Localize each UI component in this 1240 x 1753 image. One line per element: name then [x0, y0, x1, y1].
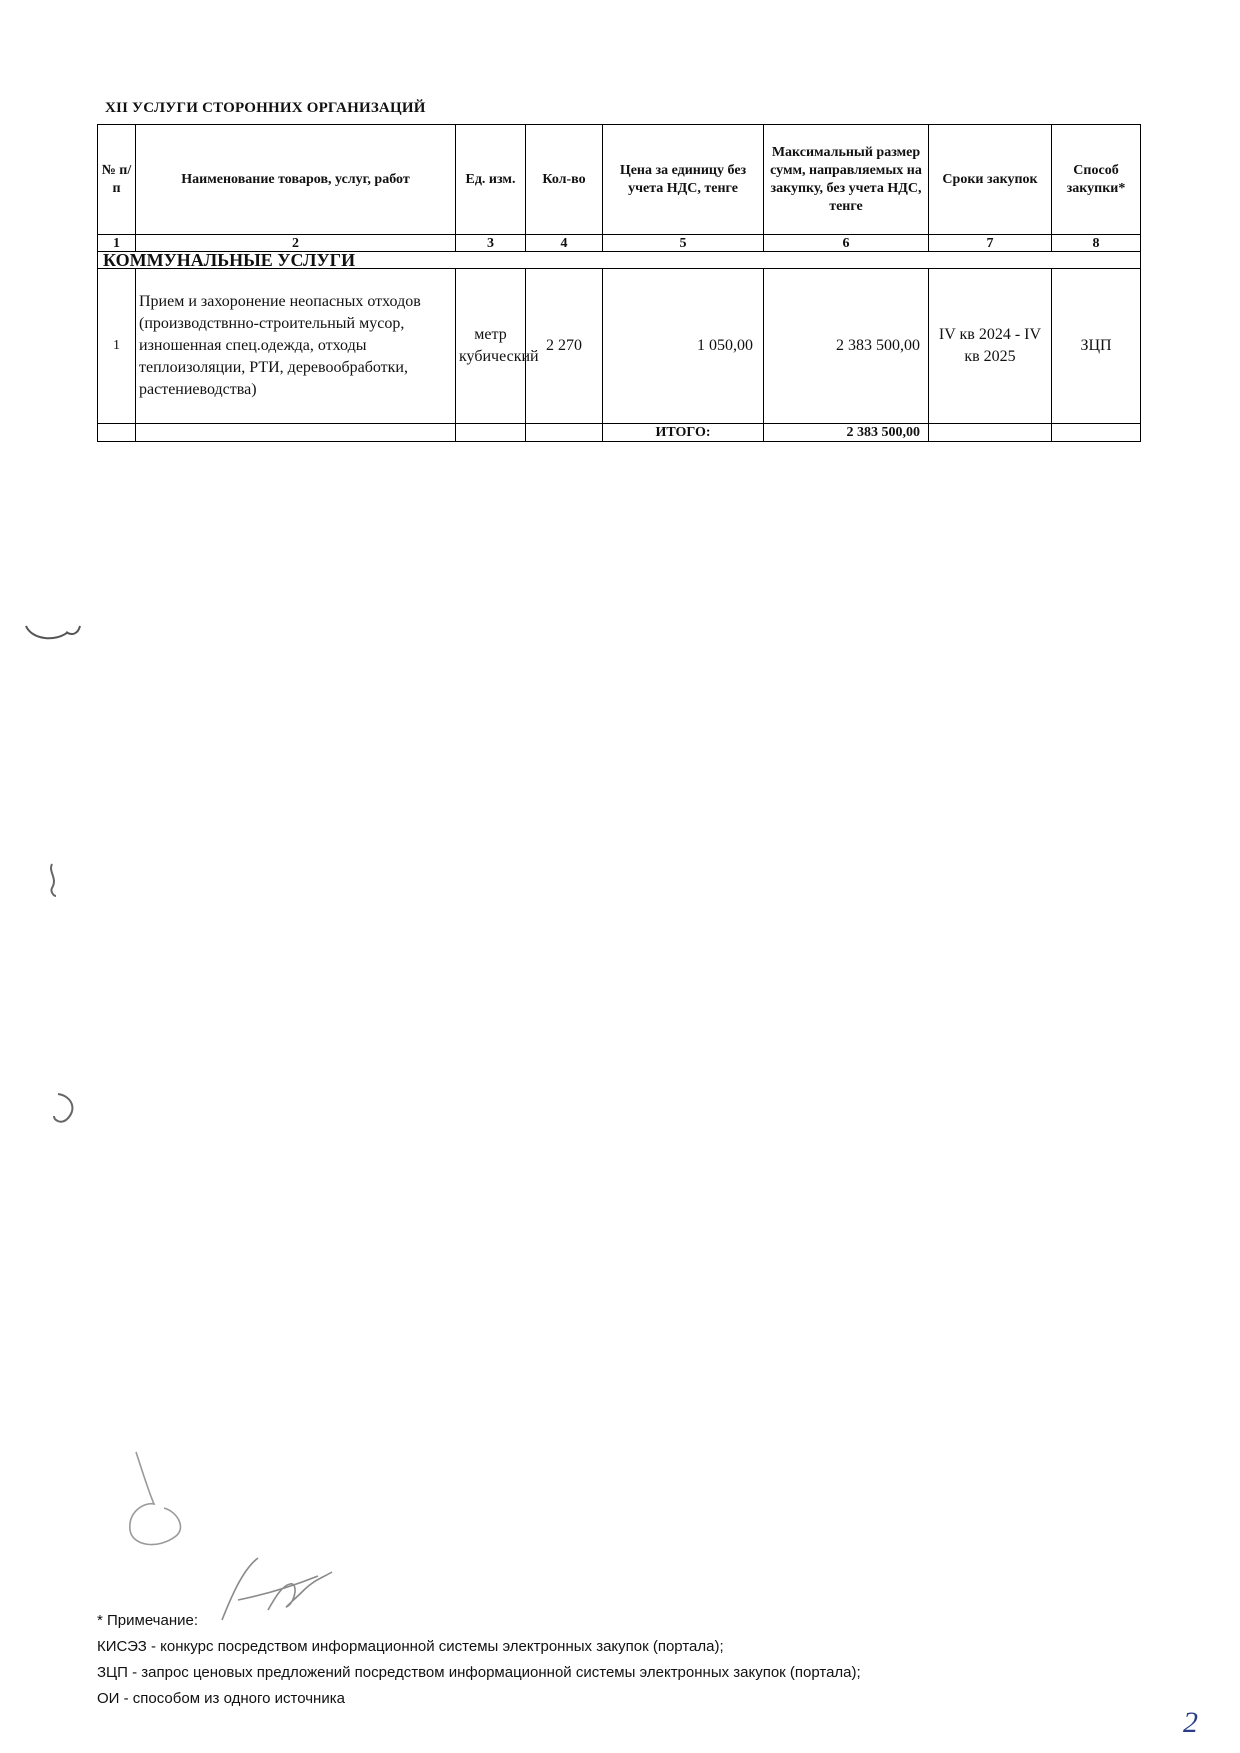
- row-method: ЗЦП: [1052, 269, 1141, 424]
- total-empty-cell: [136, 424, 456, 442]
- column-number: 3: [456, 235, 526, 252]
- note-item: ОИ - способом из одного источника: [97, 1690, 345, 1707]
- column-number: 4: [526, 235, 603, 252]
- section-title: XII УСЛУГИ СТОРОННИХ ОРГАНИЗАЦИЙ: [105, 100, 426, 116]
- column-numbers-row: [98, 235, 1141, 252]
- row-sum: 2 383 500,00: [764, 269, 929, 424]
- column-number: 8: [1052, 235, 1141, 252]
- header-unit: Ед. изм.: [456, 125, 526, 235]
- table-row: [98, 269, 1141, 424]
- total-empty-cell: [929, 424, 1052, 442]
- header-qty: Кол-во: [526, 125, 603, 235]
- column-number: 5: [603, 235, 764, 252]
- row-term: IV кв 2024 - IV кв 2025: [929, 269, 1052, 424]
- category-row: [98, 252, 1141, 269]
- procurement-table: [97, 124, 1141, 442]
- total-label: ИТОГО:: [603, 424, 764, 442]
- column-number: 1: [98, 235, 136, 252]
- column-number: 2: [136, 235, 456, 252]
- header-method: Способ закупки*: [1052, 125, 1141, 235]
- row-price: 1 050,00: [603, 269, 764, 424]
- header-price: Цена за единицу без учета НДС, тенге: [603, 125, 764, 235]
- total-row: [98, 424, 1141, 442]
- category-label: КОММУНАЛЬНЫЕ УСЛУГИ: [98, 252, 1141, 269]
- header-term: Сроки закупок: [929, 125, 1052, 235]
- row-name: Прием и захоронение неопасных отходов (производствнно-строительный мусор, изношенная спец.одежда, отходы теплоизоляции, РТИ, деревообработки, растениеводства): [136, 269, 456, 424]
- notes-title: * Примечание:: [97, 1612, 198, 1629]
- punch-hole-mark: [48, 1090, 88, 1126]
- note-item: ЗЦП - запрос ценовых предложений посредством информационной системы электронных закупок (портала);: [97, 1664, 861, 1681]
- column-number: 7: [929, 235, 1052, 252]
- total-empty-cell: [526, 424, 603, 442]
- header-max-sum: Максимальный размер сумм, направляемых на закупку, без учета НДС, тенге: [764, 125, 929, 235]
- row-unit: метр кубический: [456, 269, 526, 424]
- header-name: Наименование товаров, услуг, работ: [136, 125, 456, 235]
- total-value: 2 383 500,00: [764, 424, 929, 442]
- total-empty-cell: [1052, 424, 1141, 442]
- row-qty: 2 270: [526, 269, 603, 424]
- page-number: 2: [1183, 1706, 1198, 1739]
- table-header-row: [98, 125, 1141, 235]
- row-num: 1: [98, 269, 136, 424]
- column-number: 6: [764, 235, 929, 252]
- note-item: КИСЭЗ - конкурс посредством информационной системы электронных закупок (портала);: [97, 1638, 724, 1655]
- punch-hole-mark: [44, 862, 64, 898]
- total-empty-cell: [98, 424, 136, 442]
- total-empty-cell: [456, 424, 526, 442]
- punch-hole-mark: [22, 618, 82, 646]
- header-num: № п/п: [98, 125, 136, 235]
